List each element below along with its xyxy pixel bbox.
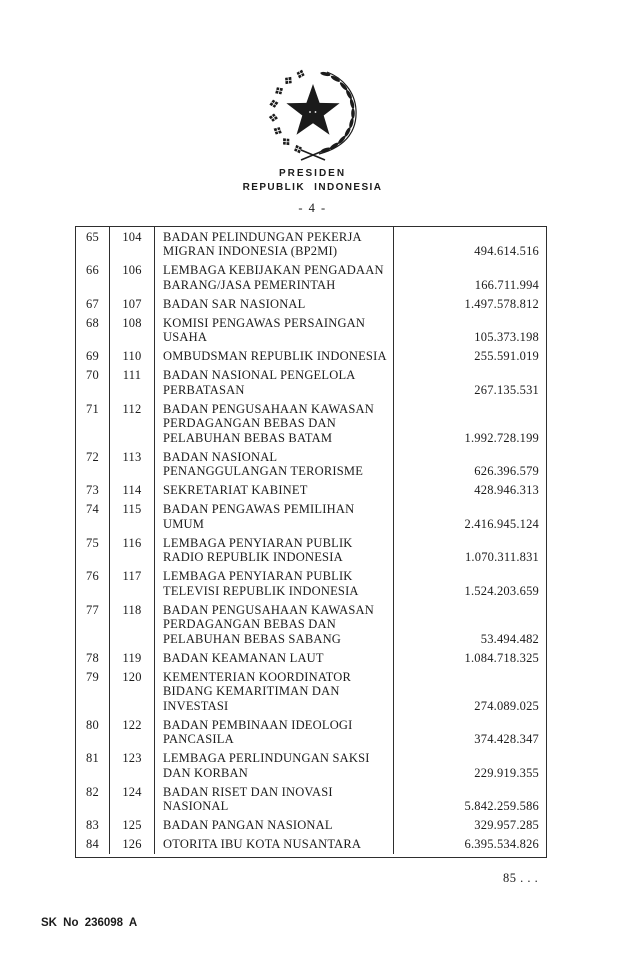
amount-cell: 329.957.285 bbox=[474, 818, 539, 832]
agency-name-cell bbox=[155, 399, 394, 447]
amount-cell: 229.919.355 bbox=[474, 765, 539, 780]
agency-name-line: BADAN PENGUSAHAAN KAWASAN bbox=[163, 401, 374, 416]
row-number-cell: 81 bbox=[76, 749, 110, 783]
agency-name-cell bbox=[155, 347, 394, 366]
table-row bbox=[76, 835, 546, 854]
doc-control-number: SK No 236098 A bbox=[41, 917, 138, 929]
budget-code-cell: 122 bbox=[110, 715, 155, 749]
agency-name-line: TELEVISI REPUBLIK INDONESIA bbox=[163, 583, 359, 598]
table-row bbox=[76, 715, 546, 749]
agency-name-line: BADAN NASIONAL PENGELOLA bbox=[163, 368, 356, 382]
agency-name-cell bbox=[155, 447, 394, 481]
agency-name-line: BADAN RISET DAN INOVASI bbox=[163, 784, 333, 799]
budget-code-cell: 115 bbox=[110, 500, 155, 534]
agency-name-line: OMBUDSMAN REPUBLIK INDONESIA bbox=[163, 349, 387, 363]
amount-cell: 1.992.728.199 bbox=[464, 430, 539, 445]
amount-cell: 5.842.259.586 bbox=[464, 799, 539, 813]
row-number-cell: 68 bbox=[76, 313, 110, 347]
agency-name-cell bbox=[155, 366, 394, 400]
agency-name-line: BIDANG KEMARITIMAN DAN bbox=[163, 684, 340, 698]
table-row bbox=[76, 294, 546, 313]
amount-cell: 626.396.579 bbox=[474, 464, 539, 478]
agency-name-line: BADAN NASIONAL bbox=[163, 449, 278, 464]
agency-name-cell bbox=[155, 227, 394, 261]
agency-name-line: BADAN PELINDUNGAN PEKERJA bbox=[163, 229, 362, 244]
budget-code-cell: 123 bbox=[110, 749, 155, 783]
star-wreath-emblem-icon bbox=[257, 66, 369, 164]
budget-table-rows bbox=[76, 227, 546, 854]
agency-name-cell bbox=[155, 533, 394, 567]
budget-code-cell: 125 bbox=[110, 816, 155, 835]
agency-name-line: PENANGGULANGAN TERORISME bbox=[163, 464, 364, 478]
table-row bbox=[76, 782, 546, 816]
agency-name-line: UMUM bbox=[163, 516, 205, 531]
row-number-cell: 71 bbox=[76, 399, 110, 447]
row-number-cell: 79 bbox=[76, 667, 110, 715]
table-row bbox=[76, 227, 546, 261]
agency-name-line: LEMBAGA PENYIARAN PUBLIK bbox=[163, 569, 353, 583]
row-number-cell: 73 bbox=[76, 481, 110, 500]
table-row bbox=[76, 533, 546, 567]
budget-code-cell: 113 bbox=[110, 447, 155, 481]
agency-name-line: SEKRETARIAT KABINET bbox=[163, 483, 308, 497]
agency-name-line: BADAN PENGUSAHAAN KAWASAN bbox=[163, 602, 374, 617]
row-number-cell: 77 bbox=[76, 600, 110, 648]
amount-cell: 255.591.019 bbox=[474, 349, 539, 363]
agency-name-line: MIGRAN INDONESIA (BP2MI) bbox=[163, 244, 338, 258]
amount-cell: 428.946.313 bbox=[474, 483, 539, 497]
agency-name-line: PELABUHAN BEBAS BATAM bbox=[163, 430, 333, 445]
budget-code-cell: 117 bbox=[110, 567, 155, 601]
agency-name-line: DAN KORBAN bbox=[163, 765, 248, 780]
table-row bbox=[76, 313, 546, 347]
budget-code-cell: 106 bbox=[110, 261, 155, 295]
table-row bbox=[76, 816, 546, 835]
budget-table bbox=[75, 226, 547, 858]
agency-name-line: BARANG/JASA PEMERINTAH bbox=[163, 277, 336, 292]
amount-cell: 494.614.516 bbox=[474, 244, 539, 258]
agency-name-line: PELABUHAN BEBAS SABANG bbox=[163, 631, 342, 646]
budget-code-cell: 118 bbox=[110, 600, 155, 648]
amount-cell: 105.373.198 bbox=[474, 330, 539, 344]
table-row bbox=[76, 500, 546, 534]
row-number-cell: 78 bbox=[76, 648, 110, 667]
agency-name-line: PERDAGANGAN BEBAS DAN bbox=[163, 617, 336, 631]
agency-name-cell bbox=[155, 816, 394, 835]
amount-cell: 53.494.482 bbox=[480, 631, 539, 646]
row-number-cell: 72 bbox=[76, 447, 110, 481]
agency-name-line: BADAN KEAMANAN LAUT bbox=[163, 650, 324, 665]
budget-code-cell: 110 bbox=[110, 347, 155, 366]
table-row bbox=[76, 567, 546, 601]
agency-name-line: RADIO REPUBLIK INDONESIA bbox=[163, 550, 343, 564]
budget-code-cell: 116 bbox=[110, 533, 155, 567]
amount-cell: 2.416.945.124 bbox=[464, 516, 539, 531]
table-row bbox=[76, 667, 546, 715]
row-number-cell: 83 bbox=[76, 816, 110, 835]
row-number-cell: 66 bbox=[76, 261, 110, 295]
agency-name-line: USAHA bbox=[163, 330, 208, 344]
amount-cell: 374.428.347 bbox=[474, 732, 539, 746]
page-number: - 4 - bbox=[298, 201, 327, 215]
table-row bbox=[76, 749, 546, 783]
agency-name-line: OTORITA IBU KOTA NUSANTARA bbox=[163, 837, 362, 851]
agency-name-line: LEMBAGA KEBIJAKAN PENGADAAN bbox=[163, 263, 384, 277]
agency-name-cell bbox=[155, 294, 394, 313]
agency-name-cell bbox=[155, 749, 394, 783]
table-row bbox=[76, 648, 546, 667]
row-number-cell: 67 bbox=[76, 294, 110, 313]
agency-name-line: NASIONAL bbox=[163, 799, 229, 813]
agency-name-cell bbox=[155, 313, 394, 347]
letterhead bbox=[0, 66, 625, 216]
letterhead-title-line2: REPUBLIK INDONESIA bbox=[242, 182, 383, 193]
table-row bbox=[76, 399, 546, 447]
row-number-cell: 69 bbox=[76, 347, 110, 366]
amount-cell: 1.070.311.831 bbox=[464, 550, 539, 564]
agency-name-line: LEMBAGA PENYIARAN PUBLIK bbox=[163, 535, 353, 550]
budget-code-cell: 119 bbox=[110, 648, 155, 667]
continuation-marker: 85 . . . bbox=[503, 871, 539, 885]
amount-cell: 1.084.718.325 bbox=[464, 650, 539, 665]
agency-name-line: BADAN SAR NASIONAL bbox=[163, 296, 306, 311]
row-number-cell: 75 bbox=[76, 533, 110, 567]
table-row bbox=[76, 366, 546, 400]
agency-name-line: PANCASILA bbox=[163, 732, 234, 746]
amount-cell: 166.711.994 bbox=[474, 277, 539, 292]
row-number-cell: 82 bbox=[76, 782, 110, 816]
budget-code-cell: 120 bbox=[110, 667, 155, 715]
agency-name-cell bbox=[155, 782, 394, 816]
amount-cell: 267.135.531 bbox=[474, 382, 539, 397]
agency-name-line: LEMBAGA PERLINDUNGAN SAKSI bbox=[163, 751, 370, 765]
amount-cell: 1.497.578.812 bbox=[464, 296, 539, 311]
budget-code-cell: 107 bbox=[110, 294, 155, 313]
agency-name-line: KEMENTERIAN KOORDINATOR bbox=[163, 669, 352, 684]
amount-cell: 1.524.203.659 bbox=[464, 583, 539, 598]
agency-name-cell bbox=[155, 835, 394, 854]
agency-name-cell bbox=[155, 648, 394, 667]
agency-name-line: BADAN PANGAN NASIONAL bbox=[163, 818, 333, 832]
row-number-cell: 84 bbox=[76, 835, 110, 854]
agency-name-line: PERDAGANGAN BEBAS DAN bbox=[163, 416, 336, 430]
agency-name-cell bbox=[155, 261, 394, 295]
budget-code-cell: 112 bbox=[110, 399, 155, 447]
budget-code-cell: 111 bbox=[110, 366, 155, 400]
amount-cell: 6.395.534.826 bbox=[464, 837, 539, 851]
row-number-cell: 76 bbox=[76, 567, 110, 601]
agency-name-cell bbox=[155, 667, 394, 715]
table-row bbox=[76, 481, 546, 500]
agency-name-cell bbox=[155, 481, 394, 500]
amount-cell: 274.089.025 bbox=[474, 698, 539, 713]
agency-name-cell bbox=[155, 600, 394, 648]
letterhead-title-line1: PRESIDEN bbox=[278, 168, 347, 179]
budget-code-cell: 104 bbox=[110, 227, 155, 261]
row-number-cell: 74 bbox=[76, 500, 110, 534]
agency-name-cell bbox=[155, 500, 394, 534]
row-number-cell: 70 bbox=[76, 366, 110, 400]
agency-name-line: BADAN PEMBINAAN IDEOLOGI bbox=[163, 717, 353, 732]
budget-code-cell: 126 bbox=[110, 835, 155, 854]
agency-name-line: PERBATASAN bbox=[163, 382, 245, 397]
agency-name-cell bbox=[155, 567, 394, 601]
budget-code-cell: 108 bbox=[110, 313, 155, 347]
table-row bbox=[76, 347, 546, 366]
agency-name-line: KOMISI PENGAWAS PERSAINGAN bbox=[163, 315, 366, 330]
table-row bbox=[76, 447, 546, 481]
agency-name-cell bbox=[155, 715, 394, 749]
budget-code-cell: 124 bbox=[110, 782, 155, 816]
agency-name-line: INVESTASI bbox=[163, 698, 229, 713]
budget-code-cell: 114 bbox=[110, 481, 155, 500]
agency-name-line: BADAN PENGAWAS PEMILIHAN bbox=[163, 502, 355, 516]
table-row bbox=[76, 600, 546, 648]
row-number-cell: 65 bbox=[76, 227, 110, 261]
row-number-cell: 80 bbox=[76, 715, 110, 749]
table-row bbox=[76, 261, 546, 295]
